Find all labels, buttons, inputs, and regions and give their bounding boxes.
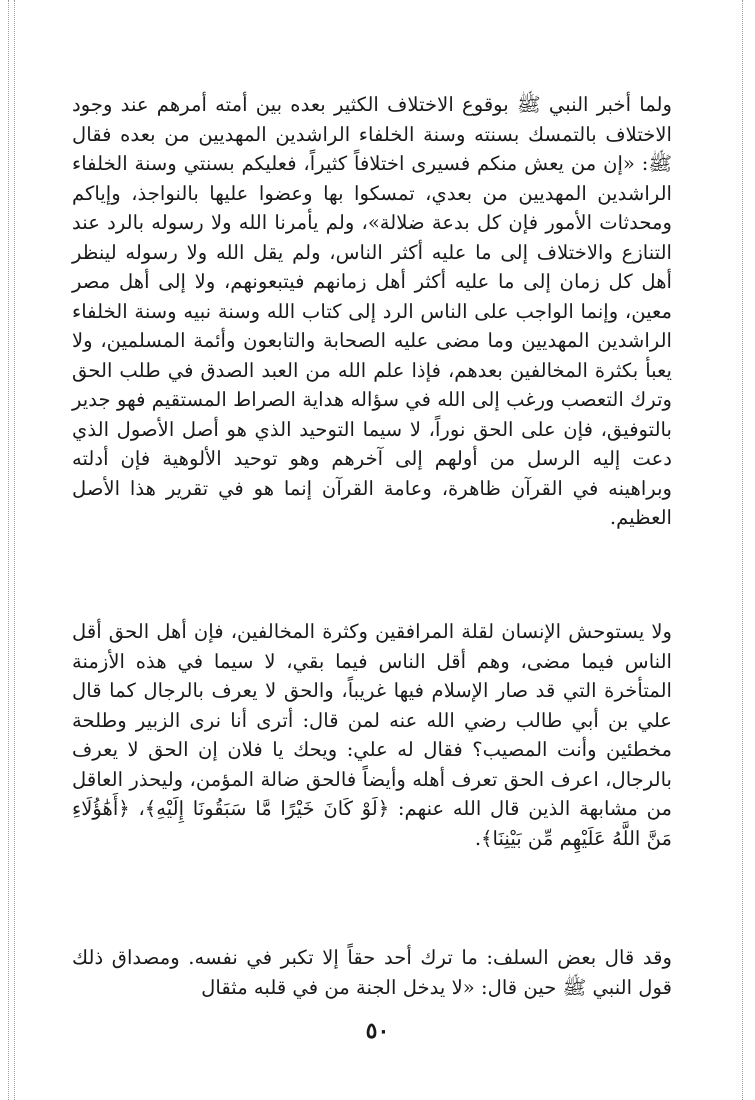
page-edge-line-right: [742, 0, 743, 1100]
paragraph-2: ولا يستوحش الإنسان لقلة المرافقين وكثرة المخالفين، فإن أهل الحق أقل الناس فيما مضى، وهم أقل الناس فيما بقي، لا سيما في هذه الأزمنة المتأخرة التي قد صار الإسلام فيها غريباً، والحق لا يعرف بالرجال كما قال علي بن أبي طالب رضي الله عنه لمن قال: أترى أنا نرى الزبير وطلحة مخطئين وأنت المصيب؟ فقال له علي: ويحك يا فلان إن الحق لا يعرف بالرجال، اعرف الحق تعرف أهله وأيضاً فالحق ضالة المؤمن، وليحذر العاقل من مشابهة الذين قال الله عنهم: ﴿لَوْ كَانَ خَيْرًا مَّا سَبَقُونَا إِلَيْهِ﴾، ﴿أَهَٰؤُلَاءِ مَنَّ اللَّهُ عَلَيْهِم مِّن بَيْنِنَا﴾.: [72, 620, 672, 850]
page-edge-line-left-inner: [14, 0, 15, 1100]
paragraph-1: ولما أخبر النبي ﷺ بوقوع الاختلاف الكثير بعده بين أمته أمرهم عند وجود الاختلاف بالتمسك بسنته وسنة الخلفاء الراشدين المهديين من بعده فقال ﷺ: «إن من يعش منكم فسيرى اختلافاً كثيراً، فعليكم بسنتي وسنة الخلفاء الراشدين المهديين من بعدي، تمسكوا بها وعضوا عليها بالنواجذ، وإياكم ومحدثات الأمور فإن كل بدعة ضلالة»، ولم يأمرنا الله ولا رسوله بالرد عند التنازع والاختلاف إلى ما عليه أكثر الناس، ولم يقل الله ولا رسوله لينظر أهل كل زمان إلى ما عليه أكثر أهل زمانهم فيتبعونهم، ولا إلى أهل مصر معين، وإنما الواجب على الناس الرد إلى كتاب الله وسنة نبيه وسنة الخلفاء الراشدين المهديين وما مضى عليه الصحابة والتابعون وأئمة المسلمين، ولا يعبأ بكثرة المخالفين بعدهم، فإذا علم الله من العبد الصدق في طلب الحق وترك التعصب ورغب إلى الله في سؤاله هداية الصراط المستقيم فهو جدير بالتوفيق، فإن على الحق نوراً، لا سيما التوحيد الذي هو أصل الأصول الذي دعت إليه الرسل من أولهم إلى آخرهم وهو توحيد الألوهية فإن أدلته وبراهينه في القرآن ظاهرة، وعامة القرآن إنما هو في تقرير هذا الأصل العظيم.: [72, 93, 672, 529]
paragraph-3: وقد قال بعض السلف: ما ترك أحد حقاً إلا تكبر في نفسه. ومصداق ذلك قول النبي ﷺ حين قال: «لا يدخل الجنة من في قلبه مثقال: [72, 946, 672, 999]
page-edge-line-left: [8, 0, 9, 1100]
page-number: ٥٠: [365, 1018, 390, 1044]
